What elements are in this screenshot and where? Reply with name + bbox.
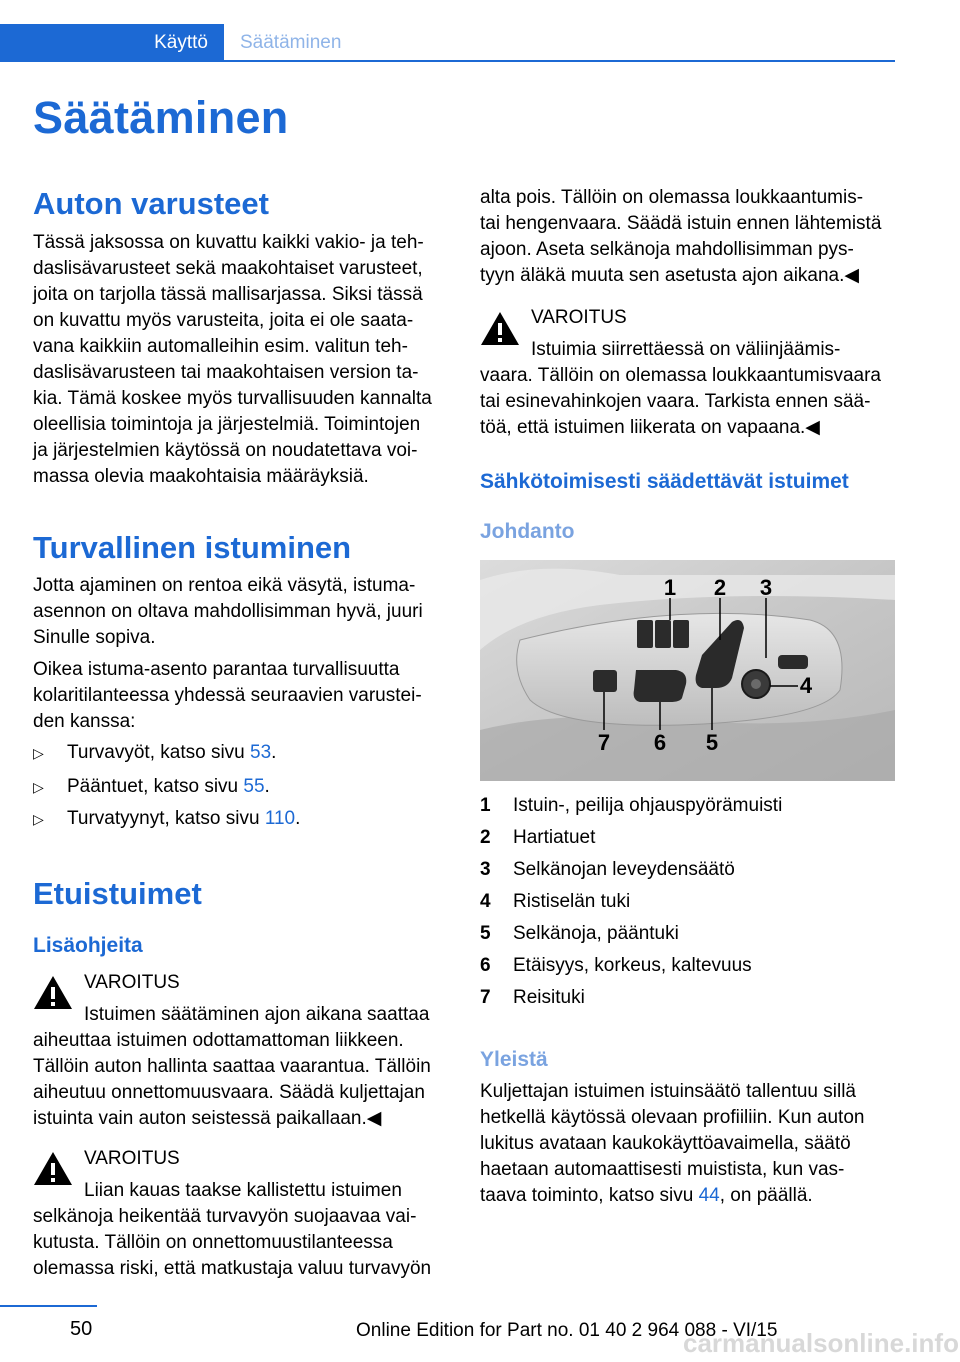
- heading-lisaohjeita: Lisäohjeita: [33, 934, 143, 957]
- heading-etuistuimet: Etuistuimet: [33, 876, 202, 911]
- warning-continued: alta pois. Tällöin on olemassa loukkaantumis‐ tai hengenvaara. Säädä istuin ennen lähtemistä ajoon. Aseta selkänoja mahdollisimman pys‐ tyyn äläkä muuta sen asetusta ajon aikana.◀: [480, 187, 882, 286]
- page-number: 50: [70, 1318, 93, 1340]
- para-auton-varusteet: Tässä jaksossa on kuvattu kaikki vakio- ja teh‐ daslisävarusteet sekä maakohtaiset varusteet, joita on tarjolla tässä mallisarjassa. Siksi tässä on kuvattu myös varusteita, joita ei ole saata‐ vana kaikkiin automalleihin esim. valitun teh‐ daslisävarusteen tai maakohtaisen version ta‐ kia. Tämä koskee myös turvallisuuden kannalta oleellisia toimintoja ja järjestelmiä. Toimintojen ja järjestelmien käytössä on noudatettava voi‐ massa olevia maakohtaisia määräyksiä.: [33, 232, 432, 487]
- watermark: carmanualsonline.info: [683, 1328, 959, 1358]
- heading-sahkotoimiset-istuimet: Sähkötoimisesti säädettävät istuimet: [480, 470, 849, 493]
- warning-icon: [480, 311, 520, 346]
- heading-yleista: Yleistä: [480, 1048, 548, 1071]
- figure-label-2: 2: [713, 575, 727, 600]
- heading-johdanto: Johdanto: [480, 520, 575, 543]
- warning-text-3b: vaara. Tällöin on olemassa loukkaantumisvaara tai esinevahinkojen vaara. Tarkista ennen sää‐ töä, että istuimen liikerata on vapaana.◀: [480, 365, 881, 438]
- edition-info: Online Edition for Part no. 01 40 2 964 088 - VI/15: [356, 1320, 778, 1341]
- para-yleista: Kuljettajan istuimen istuinsäätö tallentuu sillä hetkellä käytössä olevaan profiiliin. Kun auton lukitus avataan kaukokäyttöavaimella, säätö haetaan automaattisesti muistista, kun vas‐ taava toiminto, katso sivu 44, on päällä.: [480, 1081, 865, 1206]
- bullet-triangle-icon: ▷: [33, 745, 44, 761]
- figure-label-1: 1: [663, 575, 677, 600]
- figure-label-5: 5: [705, 730, 719, 755]
- heading-auton-varusteet: Auton varusteet: [33, 186, 269, 221]
- para-turvallinen-2: Oikea istuma-asento parantaa turvallisuutta kolaritilanteessa yhdessä seuraavien varustei‐ den kanssa:: [33, 659, 422, 732]
- warning-text-3a: Istuimia siirrettäessä on väliinjäämis‐: [531, 339, 841, 360]
- header-tab-inactive[interactable]: Säätäminen: [240, 32, 342, 53]
- warning-icon: [33, 1151, 73, 1186]
- bullet-triangle-icon: ▷: [33, 779, 44, 795]
- figure-label-4: 4: [799, 673, 813, 698]
- header-tab-active[interactable]: Käyttö: [0, 24, 224, 62]
- page-link[interactable]: 55: [243, 776, 265, 797]
- page-link[interactable]: 53: [250, 742, 272, 763]
- warning-text-2a: Liian kauas taakse kallistettu istuimen: [84, 1180, 402, 1201]
- warning-title: VAROITUS: [84, 1148, 180, 1169]
- figure-label-6: 6: [653, 730, 667, 755]
- figure-label-3: 3: [759, 575, 773, 600]
- bullet-triangle-icon: ▷: [33, 811, 44, 827]
- heading-turvallinen-istuminen: Turvallinen istuminen: [33, 530, 352, 565]
- seat-controls-figure: [480, 560, 895, 781]
- warning-icon: [33, 975, 73, 1010]
- warning-text-2b: selkänoja heikentää turvavyön suojaavaa vai‐ kutusta. Tällöin on onnettomuustilanteessa olemassa riski, että matkustaja valuu turvavyön: [33, 1206, 432, 1279]
- warning-title: VAROITUS: [531, 307, 627, 328]
- page-link[interactable]: 110: [264, 808, 296, 829]
- figure-label-7: 7: [597, 730, 611, 755]
- warning-text-1b: aiheuttaa istuimen odottamattoman liikkeen. Tällöin auton hallinta saattaa vaarantua. Tällöin aiheutuu onnettomuusvaara. Säädä kuljettajan istuinta vain auton seistessä paikallaan.◀: [33, 1030, 431, 1129]
- page-link[interactable]: 44: [698, 1185, 720, 1206]
- page-title: Säätäminen: [33, 92, 289, 143]
- warning-text-1a: Istuimen säätäminen ajon aikana saattaa: [84, 1004, 430, 1025]
- para-turvallinen-1: Jotta ajaminen on rentoa eikä väsytä, istuma‐ asennon on oltava mahdollisimman hyvä, juuri Sinulle sopiva.: [33, 575, 423, 648]
- warning-title: VAROITUS: [84, 972, 180, 993]
- footer-rule: [0, 1305, 97, 1307]
